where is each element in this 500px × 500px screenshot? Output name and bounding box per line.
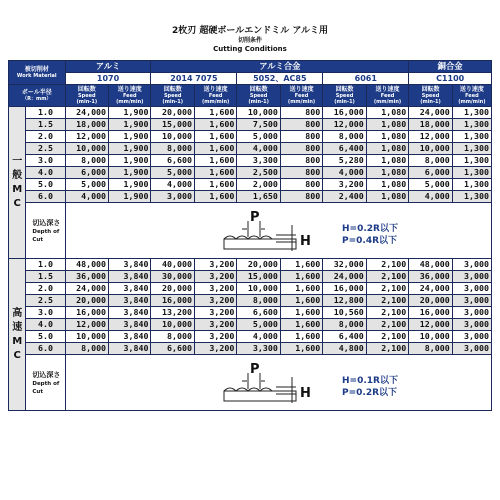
speed-cell: 6,600 [151,155,195,167]
feed-cell: 2,100 [366,271,408,283]
radius-en: （R：mm） [22,96,52,102]
table-row [9,295,492,307]
depth-en: Depth of Cut [32,380,60,395]
diagram-wrap [106,209,436,253]
feed-cell: 3,840 [109,295,151,307]
speed-cell: 12,000 [409,319,453,331]
feed-cell: 1,600 [280,331,322,343]
speed-header [237,85,281,107]
speed-cell: 4,000 [323,167,367,179]
feed-cell: 3,200 [194,283,236,295]
feed-en: Feed [294,93,309,99]
feed-cell: 1,300 [452,155,491,167]
speed-cell: 6,400 [323,143,367,155]
feed-en: Feed [465,93,479,99]
speed-cell: 40,000 [151,259,195,271]
speed-cell: 48,000 [409,259,453,271]
feed-cell: 1,080 [366,179,408,191]
speed-cell: 48,000 [65,259,109,271]
radius-cell: 1.5 [26,119,65,131]
feed-cell: 3,840 [109,319,151,331]
feed-cell: 3,000 [452,259,491,271]
feed-unit: (mm/min) [287,99,316,105]
diagram-cell [65,203,491,259]
table-row [9,167,492,179]
feed-jp: 送り速度 [117,86,142,93]
radius-cell: 2.0 [26,131,65,143]
speed-cell: 5,000 [151,167,195,179]
work-material-header [9,61,66,85]
radius-cell: 1.0 [26,259,65,271]
feed-cell: 1,080 [366,191,408,203]
speed-cell: 30,000 [151,271,195,283]
feed-unit: (mm/min) [202,99,230,105]
table-row [9,191,492,203]
speed-cell: 32,000 [323,259,367,271]
feed-cell: 3,200 [194,259,236,271]
subtitle-jp: 切削条件 [237,37,262,44]
side-label-char: 速 [12,321,23,333]
table-row [9,143,492,155]
feed-cell: 2,100 [366,331,408,343]
speed-cell: 20,000 [151,283,195,295]
speed-cell: 10,000 [409,331,453,343]
p-formula: P=0.4R以下 [341,236,397,246]
speed-cell: 8,000 [65,343,109,355]
feed-cell: 1,900 [109,107,151,119]
speed-cell: 10,000 [65,143,109,155]
feed-cell: 3,000 [452,271,491,283]
speed-cell: 12,000 [65,131,109,143]
feed-cell: 800 [280,179,322,191]
general-mc-side-label [9,107,26,259]
speed-jp: 回転数 [249,86,268,93]
depth-of-cut-diagram [106,361,436,405]
speed-cell: 16,000 [65,307,109,319]
feed-cell: 1,600 [280,343,322,355]
feed-cell: 3,840 [109,343,151,355]
speed-cell: 10,000 [237,107,281,119]
feed-cell: 3,000 [452,319,491,331]
radius-header [9,85,66,107]
radius-cell: 2.0 [26,283,65,295]
feed-cell: 800 [280,107,322,119]
speed-cell: 16,000 [323,283,367,295]
feed-cell: 1,600 [280,283,322,295]
speed-cell: 36,000 [409,271,453,283]
speed-cell: 2,400 [323,191,367,203]
table-row [9,119,492,131]
feed-cell: 3,200 [194,307,236,319]
speed-cell: 10,000 [237,283,281,295]
speed-cell: 8,000 [323,131,367,143]
speed-jp: 回転数 [421,86,440,93]
speed-cell: 3,300 [237,343,281,355]
depth-of-cut-row [9,203,492,259]
speed-cell: 10,000 [151,131,195,143]
radius-cell: 4.0 [26,319,65,331]
feed-cell: 1,080 [366,107,408,119]
material-copper: 銅合金 [409,61,492,73]
speed-cell: 5,000 [65,179,109,191]
feed-cell: 1,300 [452,167,491,179]
table-row [9,107,492,119]
feed-cell: 800 [280,143,322,155]
speed-cell: 8,000 [323,319,367,331]
speed-unit: (min-1) [420,99,441,105]
speed-cell: 10,000 [151,319,195,331]
table-row [9,307,492,319]
feed-cell: 1,600 [280,259,322,271]
feed-cell: 2,100 [366,343,408,355]
feed-cell: 3,000 [452,295,491,307]
feed-en: Feed [122,93,137,99]
speed-cell: 2,500 [237,167,281,179]
feed-cell: 3,840 [109,271,151,283]
speed-cell: 12,000 [409,131,453,143]
speed-header [409,85,453,107]
speed-en: Speed [335,93,354,99]
feed-cell: 1,300 [452,143,491,155]
depth-of-cut-diagram [106,209,436,253]
feed-cell: 3,000 [452,343,491,355]
speed-unit: (min-1) [334,99,355,105]
radius-cell: 2.5 [26,143,65,155]
feed-cell: 3,200 [194,331,236,343]
feed-cell: 1,300 [452,131,491,143]
speed-cell: 15,000 [237,271,281,283]
cutting-conditions-table [8,60,492,411]
feed-cell: 1,900 [109,167,151,179]
speed-cell: 8,000 [237,295,281,307]
table-row [9,155,492,167]
general-mc-section [9,107,492,259]
pitch-label: P [249,362,260,377]
feed-jp: 送り速度 [203,86,228,93]
speed-cell: 3,000 [151,191,195,203]
work-material-en: Work Material [16,73,57,79]
speed-header [65,85,109,107]
radius-cell: 6.0 [26,343,65,355]
grade-6061: 6061 [323,73,409,85]
speed-cell: 24,000 [409,283,453,295]
speed-cell: 5,000 [237,131,281,143]
speed-cell: 5,000 [409,179,453,191]
feed-jp: 送り速度 [375,86,400,93]
feed-cell: 1,600 [280,295,322,307]
speed-cell: 3,300 [237,155,281,167]
radius-cell: 2.5 [26,295,65,307]
feed-header [194,85,236,107]
speed-unit: (min-1) [76,99,98,105]
table-row [9,343,492,355]
height-label: H [299,234,311,249]
table-row [9,131,492,143]
feed-cell: 1,900 [109,143,151,155]
speed-cell: 4,000 [151,179,195,191]
speed-cell: 2,000 [237,179,281,191]
feed-cell: 1,080 [366,167,408,179]
depth-of-cut-label [26,203,65,259]
radius-cell: 5.0 [26,331,65,343]
radius-cell: 3.0 [26,155,65,167]
feed-cell: 3,000 [452,283,491,295]
speed-jp: 回転数 [335,86,354,93]
speed-cell: 20,000 [65,295,109,307]
diagram-wrap [106,361,436,405]
speed-unit: (min-1) [248,99,269,105]
feed-unit: (mm/min) [373,99,402,105]
feed-header [452,85,491,107]
feed-unit: (mm/min) [458,99,486,105]
speed-cell: 10,000 [409,143,453,155]
speed-cell: 24,000 [409,107,453,119]
grade-1070: 1070 [65,73,151,85]
radius-cell: 6.0 [26,191,65,203]
feed-cell: 3,000 [452,331,491,343]
speed-cell: 7,500 [237,119,281,131]
feed-cell: 1,600 [194,191,236,203]
feed-header [366,85,408,107]
table-row [9,271,492,283]
speed-cell: 3,200 [323,179,367,191]
speed-cell: 8,000 [65,155,109,167]
speed-cell: 15,000 [151,119,195,131]
speed-cell: 24,000 [65,283,109,295]
side-label-char: M [12,335,23,347]
grade-2014-7075: 2014 7075 [151,73,237,85]
feed-cell: 3,200 [194,295,236,307]
feed-cell: 1,600 [194,167,236,179]
speed-cell: 16,000 [409,307,453,319]
feed-header [280,85,322,107]
speed-cell: 18,000 [65,119,109,131]
speed-cell: 8,000 [409,343,453,355]
feed-cell: 1,080 [366,143,408,155]
feed-en: Feed [208,93,223,99]
side-label-char: 一 [12,155,23,167]
side-label-char: C [13,349,21,361]
feed-cell: 1,300 [452,107,491,119]
feed-cell: 1,080 [366,119,408,131]
feed-cell: 3,840 [109,331,151,343]
speed-cell: 1,650 [237,191,281,203]
feed-cell: 1,600 [194,119,236,131]
radius-cell: 3.0 [26,307,65,319]
feed-cell: 3,840 [109,259,151,271]
speed-cell: 20,000 [409,295,453,307]
speed-header [323,85,367,107]
speed-cell: 10,000 [65,331,109,343]
feed-cell: 800 [280,191,322,203]
speed-cell: 8,000 [151,143,195,155]
grade-c1100: C1100 [409,73,492,85]
radius-cell: 5.0 [26,179,65,191]
feed-cell: 3,840 [109,307,151,319]
table-row [9,259,492,271]
feed-cell: 1,900 [109,191,151,203]
speed-en: Speed [163,93,182,99]
material-alumi: アルミ [65,61,151,73]
radius-jp: ボール半径 [21,89,52,96]
workpiece-block [224,239,296,249]
depth-jp: 切込深さ [32,370,61,379]
speed-cell: 6,600 [151,343,195,355]
side-label-char: M [12,183,23,195]
feed-cell: 3,200 [194,343,236,355]
speed-cell: 24,000 [65,107,109,119]
feed-cell: 800 [280,155,322,167]
feed-cell: 1,600 [280,271,322,283]
feed-cell: 1,600 [194,155,236,167]
speed-cell: 36,000 [65,271,109,283]
speed-cell: 4,800 [323,343,367,355]
feed-cell: 1,300 [452,191,491,203]
speed-cell: 12,000 [323,119,367,131]
feed-cell: 2,100 [366,319,408,331]
table-row [9,331,492,343]
depth-of-cut-row [9,355,492,411]
speed-cell: 10,560 [323,307,367,319]
material-alloy: アルミ合金 [151,61,409,73]
speed-cell: 6,400 [323,331,367,343]
grade-5052: 5052、AC85 [237,73,323,85]
speed-cell: 6,600 [237,307,281,319]
speed-en: Speed [249,93,268,99]
feed-cell: 3,840 [109,283,151,295]
speed-cell: 8,000 [151,331,195,343]
speed-cell: 13,200 [151,307,195,319]
depth-of-cut-label [26,355,65,411]
workpiece-block [224,391,296,401]
feed-en: Feed [380,93,395,99]
page-title: 2枚刃 超硬ボールエンドミル アルミ用 [172,26,328,36]
feed-cell: 1,600 [194,107,236,119]
speed-cell: 6,000 [65,167,109,179]
unit-row [9,85,492,107]
speed-cell: 4,000 [237,143,281,155]
speed-cell: 4,000 [409,191,453,203]
grade-row [9,73,492,85]
feed-cell: 3,200 [194,271,236,283]
height-label: H [299,386,311,401]
feed-cell: 1,600 [194,143,236,155]
speed-cell: 18,000 [409,119,453,131]
speed-en: Speed [421,93,440,99]
feed-cell: 1,600 [280,319,322,331]
speed-cell: 12,800 [323,295,367,307]
speed-cell: 4,000 [237,331,281,343]
table-row [9,319,492,331]
speed-en: Speed [78,93,96,99]
h-formula: H=0.2R以下 [341,224,398,234]
feed-cell: 800 [280,131,322,143]
speed-cell: 16,000 [323,107,367,119]
radius-cell: 1.0 [26,107,65,119]
speed-cell: 5,280 [323,155,367,167]
speed-cell: 5,000 [237,319,281,331]
feed-cell: 800 [280,167,322,179]
material-row [9,61,492,73]
feed-cell: 2,100 [366,307,408,319]
table-row [9,179,492,191]
feed-cell: 2,100 [366,283,408,295]
radius-cell: 4.0 [26,167,65,179]
high-mc-side-label [9,259,26,411]
depth-jp: 切込深さ [32,218,61,227]
speed-cell: 6,000 [409,167,453,179]
diagram-cell [65,355,491,411]
subtitle-en: Cutting Conditions [213,45,287,53]
feed-cell: 1,600 [280,307,322,319]
p-formula: P=0.2R以下 [341,388,397,398]
speed-header [151,85,195,107]
speed-jp: 回転数 [77,86,96,93]
h-formula: H=0.1R以下 [341,376,398,386]
speed-cell: 20,000 [237,259,281,271]
speed-cell: 4,000 [65,191,109,203]
speed-cell: 12,000 [65,319,109,331]
feed-jp: 送り速度 [459,86,484,93]
depth-en: Depth of Cut [32,228,60,243]
speed-cell: 20,000 [151,107,195,119]
speed-cell: 8,000 [409,155,453,167]
pitch-label: P [249,210,260,225]
radius-cell: 1.5 [26,271,65,283]
speed-cell: 24,000 [323,271,367,283]
feed-cell: 1,600 [194,179,236,191]
side-label-char: 高 [12,307,23,319]
feed-cell: 1,080 [366,131,408,143]
feed-cell: 2,100 [366,295,408,307]
feed-cell: 1,900 [109,131,151,143]
work-material-jp: 被切削材 [24,66,49,73]
side-label-char: 般 [12,169,23,181]
high-speed-mc-section [9,259,492,411]
feed-cell: 1,900 [109,179,151,191]
feed-cell: 1,080 [366,155,408,167]
feed-cell: 3,200 [194,319,236,331]
side-label-char: C [13,197,21,209]
feed-cell: 1,900 [109,119,151,131]
feed-cell: 1,300 [452,119,491,131]
feed-cell: 2,100 [366,259,408,271]
title-block [0,26,500,54]
feed-cell: 1,600 [194,131,236,143]
speed-jp: 回転数 [163,86,182,93]
feed-cell: 1,900 [109,155,151,167]
speed-cell: 16,000 [151,295,195,307]
feed-jp: 送り速度 [289,86,314,93]
feed-unit: (mm/min) [116,99,144,105]
speed-unit: (min-1) [162,99,184,105]
feed-cell: 3,000 [452,307,491,319]
feed-cell: 800 [280,119,322,131]
feed-header [109,85,151,107]
feed-cell: 1,300 [452,179,491,191]
table-row [9,283,492,295]
